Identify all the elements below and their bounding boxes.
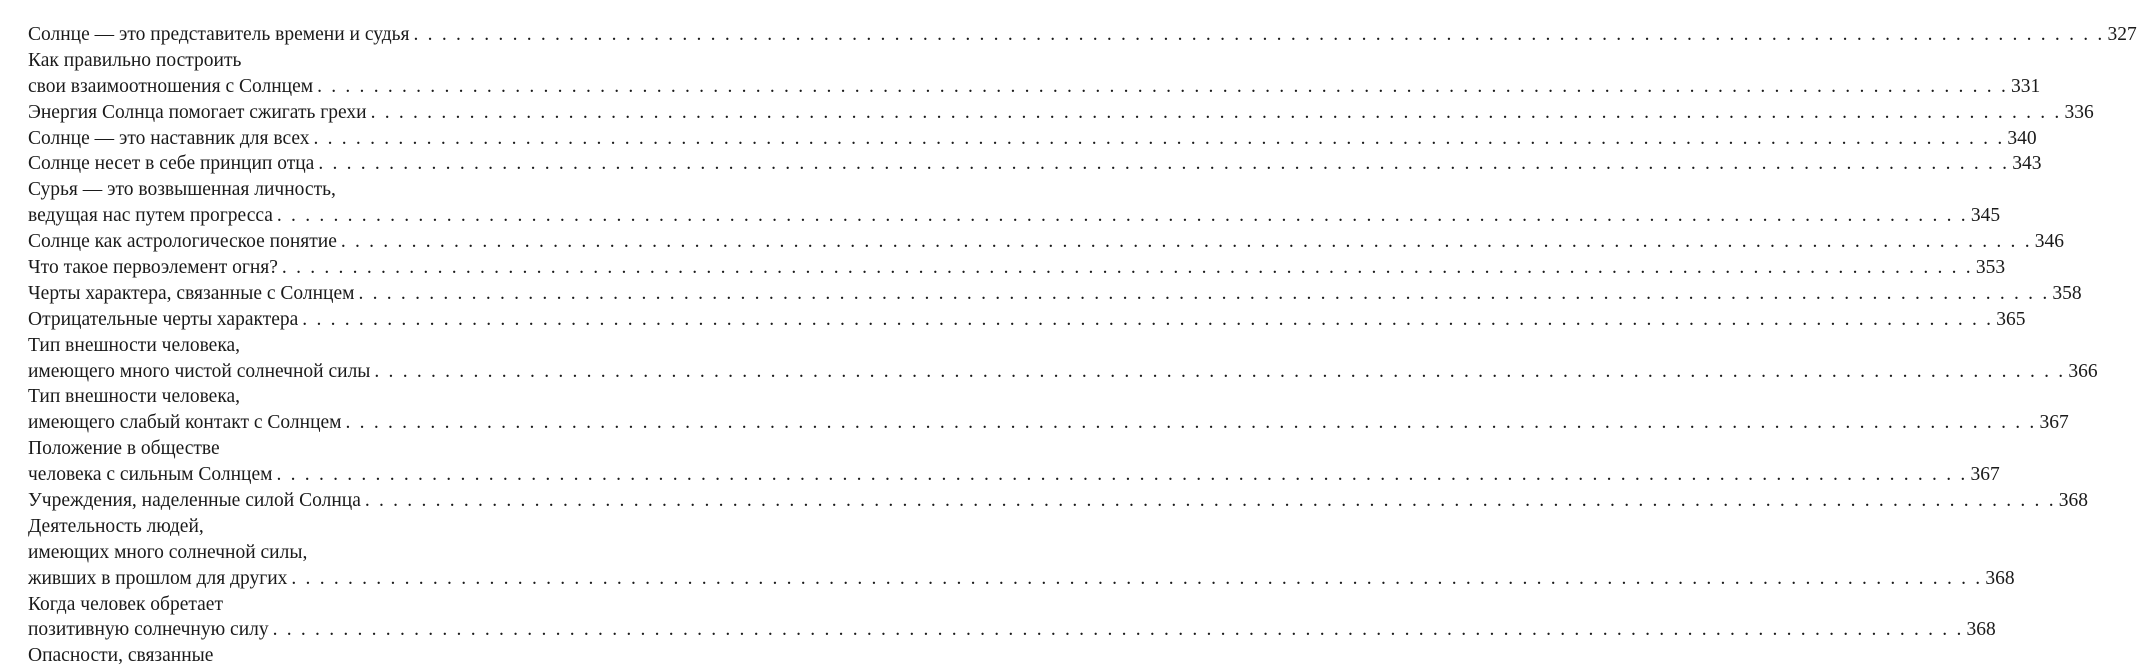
toc-entry-title: Опасности, связанные: [28, 645, 214, 667]
toc-entry-title: Солнце — это представитель времени и судья: [28, 24, 410, 45]
toc-entry-page-number: 345: [1970, 205, 2001, 227]
toc-entry-page-number: 367: [2039, 412, 2069, 434]
toc-entry-page-number: 365: [1996, 308, 2026, 330]
toc-entry-title: Черты характера, связанные с Солнцем: [28, 282, 355, 304]
toc-entry-title: ведущая нас путем прогресса: [28, 205, 273, 227]
dot-leader: . . . . . . . . . . . . . . . . . . . . . . . . . . . . . . . . . . . . . . . . . . . . . . . . . . . . . . . . . . . . . . . . . . . . . . . . . . . . . . . . . . . . . . . . . . . . . . . . . . . . . . . . . . . . . . . . . . . . . . . .: [364, 490, 2056, 512]
toc-entry-page-number: 368: [2058, 490, 2089, 512]
table-of-contents: [28, 22, 2137, 669]
dot-leader: . . . . . . . . . . . . . . . . . . . . . . . . . . . . . . . . . . . . . . . . . . . . . . . . . . . . . . . . . . . . . . . . . . . . . . . . . . . . . . . . . . . . . . . . . . . . . . . . . . . . . . . . . . . . . . . . . . . . . . . .: [374, 360, 2066, 382]
dot-leader: . . . . . . . . . . . . . . . . . . . . . . . . . . . . . . . . . . . . . . . . . . . . . . . . . . . . . . . . . . . . . . . . . . . . . . . . . . . . . . . . . . . . . . . . . . . . . . . . . . . . . . . . . . . . . . . . . . . . . . . .: [272, 619, 1964, 641]
toc-entry-title: Сурья — это возвышенная личность,: [28, 179, 336, 201]
toc-entry-title: Как правильно построить: [28, 49, 242, 71]
dot-leader: . . . . . . . . . . . . . . . . . . . . . . . . . . . . . . . . . . . . . . . . . . . . . . . . . . . . . . . . . . . . . . . . . . . . . . . . . . . . . . . . . . . . . . . . . . . . . . . . . . . . . . . . . . . . . . . . . . . . . . . .: [317, 75, 2009, 97]
dot-leader: . . . . . . . . . . . . . . . . . . . . . . . . . . . . . . . . . . . . . . . . . . . . . . . . . . . . . . . . . . . . . . . . . . . . . . . . . . . . . . . . . . . . . . . . . . . . . . . . . . . . . . . . . . . . . . . . . . . . . . . .: [276, 464, 1968, 486]
toc-entry-page-number: 353: [1975, 257, 2006, 279]
toc-entry-title: Учреждения, наделенные силой Солнца: [28, 490, 361, 512]
dot-leader: . . . . . . . . . . . . . . . . . . . . . . . . . . . . . . . . . . . . . . . . . . . . . . . . . . . . . . . . . . . . . . . . . . . . . . . . . . . . . . . . . . . . . . . . . . . . . . . . . . . . . . . . . . . . . . . . . . . . . . . .: [313, 127, 2005, 149]
toc-entry-title: позитивную солнечную силу: [28, 619, 269, 641]
toc-entry-page-number: 336: [2064, 101, 2094, 123]
toc-entry: [28, 100, 2094, 126]
toc-entry-title: Положение в обществе: [28, 438, 220, 460]
toc-entry: [28, 74, 2041, 100]
toc-entry: [28, 643, 574, 669]
dot-leader: . . . . . . . . . . . . . . . . . . . . . . . . . . . . . . . . . . . . . . . . . . . . . . . . . . . . . . . . . . . . . . . . . . . . . . . . . . . . . . . . . . . . . . . . . . . . . . . . . . . . . . . . . . . . . . . . . . . . . . . .: [318, 153, 2010, 175]
toc-entry-title: имеющего много чистой солнечной силы: [28, 360, 371, 382]
toc-entry-page-number: 343: [2012, 153, 2042, 175]
dot-leader: . . . . . . . . . . . . . . . . . . . . . . . . . . . . . . . . . . . . . . . . . . . . . . . . . . . . . . . . . . . . . . . . . . . . . . . . . . . . . . . . . . . . . . . . . . . . . . . . . . . . . . . . . . . . . . . . . . . . . . . .: [370, 101, 2062, 123]
toc-entry: [28, 48, 574, 74]
toc-entry: [28, 592, 574, 618]
toc-entry-title: Что такое первоэлемент огня?: [28, 257, 278, 279]
toc-entry: [28, 22, 2137, 48]
toc-entry-title: Солнце как астрологическое понятие: [28, 231, 337, 253]
toc-entry: [28, 177, 574, 203]
toc-entry-title: живших в прошлом для других: [28, 567, 288, 589]
dot-leader: . . . . . . . . . . . . . . . . . . . . . . . . . . . . . . . . . . . . . . . . . . . . . . . . . . . . . . . . . . . . . . . . . . . . . . . . . . . . . . . . . . . . . . . . . . . . . . . . . . . . . . . . . . . . . . . . . . . . . . . .: [281, 257, 1973, 279]
toc-entry-page-number: 368: [1966, 619, 1996, 641]
dot-leader: . . . . . . . . . . . . . . . . . . . . . . . . . . . . . . . . . . . . . . . . . . . . . . . . . . . . . . . . . . . . . . . . . . . . . . . . . . . . . . . . . . . . . . . . . . . . . . . . . . . . . . . . . . . . . . . . . . . . . . . .: [358, 282, 2050, 304]
toc-entry: [28, 540, 574, 566]
toc-entry-title: человека с сильным Солнцем: [28, 464, 273, 486]
dot-leader: . . . . . . . . . . . . . . . . . . . . . . . . . . . . . . . . . . . . . . . . . . . . . . . . . . . . . . . . . . . . . . . . . . . . . . . . . . . . . . . . . . . . . . . . . . . . . . . . . . . . . . . . . . . . . . . . . . . . . . . .: [291, 567, 1983, 589]
toc-entry: [28, 436, 574, 462]
toc-entry: [28, 462, 2000, 488]
toc-entry-title: Солнце несет в себе принцип отца: [28, 153, 315, 175]
toc-entry-page-number: 327: [2107, 24, 2137, 45]
toc-entry-page-number: 331: [2011, 75, 2041, 97]
dot-leader: . . . . . . . . . . . . . . . . . . . . . . . . . . . . . . . . . . . . . . . . . . . . . . . . . . . . . . . . . . . . . . . . . . . . . . . . . . . . . . . . . . . . . . . . . . . . . . . . . . . . . . . . . . . . . . . . . . . . . . . .: [276, 205, 1968, 227]
toc-entry-title: Тип внешности человека,: [28, 334, 241, 356]
toc-entry: [28, 384, 574, 410]
dot-leader: . . . . . . . . . . . . . . . . . . . . . . . . . . . . . . . . . . . . . . . . . . . . . . . . . . . . . . . . . . . . . . . . . . . . . . . . . . . . . . . . . . . . . . . . . . . . . . . . . . . . . . . . . . . . . . . . . . . . . . . .: [340, 231, 2032, 253]
toc-entry-title: Когда человек обретает: [28, 593, 223, 615]
toc-entry-title: имеющих много солнечной силы,: [28, 541, 308, 563]
toc-entry: [28, 307, 2026, 333]
toc-entry-title: Солнце — это наставник для всех: [28, 127, 310, 149]
toc-entry: [28, 617, 1996, 643]
toc-entry: [28, 281, 2082, 307]
toc-entry: [28, 566, 2015, 592]
toc-entry: [28, 255, 2006, 281]
toc-entry-title: Отрицательные черты характера: [28, 308, 299, 330]
dot-leader: . . . . . . . . . . . . . . . . . . . . . . . . . . . . . . . . . . . . . . . . . . . . . . . . . . . . . . . . . . . . . . . . . . . . . . . . . . . . . . . . . . . . . . . . . . . . . . . . . . . . . . . . . . . . . . . . . . . . . . . .: [345, 412, 2037, 434]
toc-entry: [28, 203, 2001, 229]
toc-entry: [28, 359, 2098, 385]
toc-entry-page-number: 368: [1985, 567, 2015, 589]
toc-entry-title: свои взаимоотношения с Солнцем: [28, 75, 314, 97]
toc-entry-page-number: 358: [2052, 282, 2082, 304]
toc-entry-title: Энергия Солнца помогает сжигать грехи: [28, 101, 367, 123]
toc-entry-page-number: 340: [2007, 127, 2037, 149]
dot-leader: . . . . . . . . . . . . . . . . . . . . . . . . . . . . . . . . . . . . . . . . . . . . . . . . . . . . . . . . . . . . . . . . . . . . . . . . . . . . . . . . . . . . . . . . . . . . . . . . . . . . . . . . . . . . . . . . . . . . . . . .: [302, 308, 1994, 330]
dot-leader: . . . . . . . . . . . . . . . . . . . . . . . . . . . . . . . . . . . . . . . . . . . . . . . . . . . . . . . . . . . . . . . . . . . . . . . . . . . . . . . . . . . . . . . . . . . . . . . . . . . . . . . . . . . . . . . . . . . . . . . .: [413, 24, 2105, 45]
toc-entry-page-number: 367: [1970, 464, 2000, 486]
toc-entry: [28, 488, 2089, 514]
toc-entry: [28, 333, 574, 359]
toc-entry: [28, 514, 574, 540]
toc-entry-title: Тип внешности человека,: [28, 386, 241, 408]
toc-entry: [28, 126, 2037, 152]
toc-entry-title: имеющего слабый контакт с Солнцем: [28, 412, 342, 434]
toc-entry-page-number: 366: [2068, 360, 2098, 382]
toc-entry: [28, 229, 2065, 255]
toc-entry: [28, 151, 2042, 177]
toc-entry: [28, 410, 2069, 436]
toc-entry-page-number: 346: [2034, 231, 2065, 253]
toc-entry-title: Деятельность людей,: [28, 515, 204, 537]
